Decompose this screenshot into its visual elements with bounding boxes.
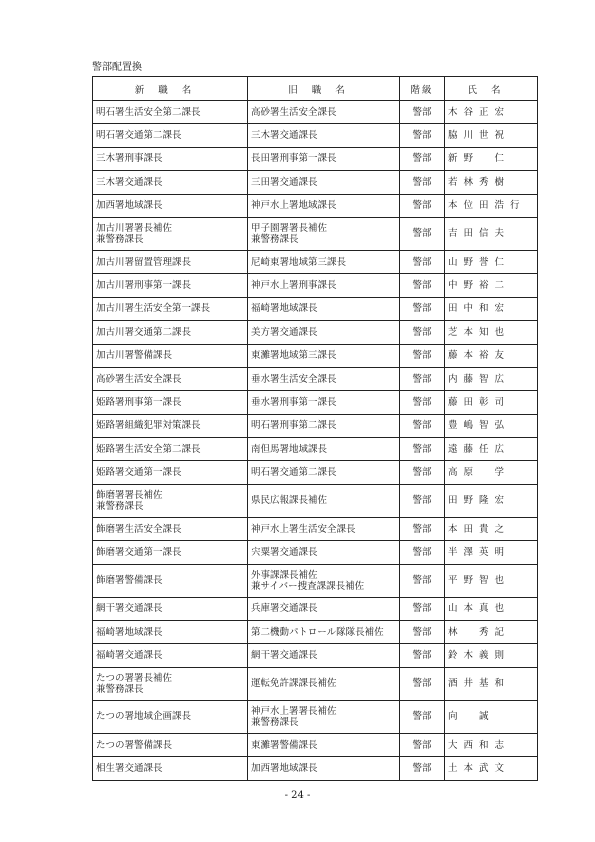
rank-cell: 警部 [400, 564, 445, 597]
name-cell: 本田貴之 [445, 517, 538, 540]
table-row [93, 344, 538, 367]
new-post-cell: 姫路署生活安全第二課長 [93, 438, 248, 461]
table-row [93, 517, 538, 540]
new-post-cell: たつの署署長補佐 兼警務課長 [93, 667, 248, 700]
rank-cell: 警部 [400, 147, 445, 170]
rank-cell: 警部 [400, 597, 445, 620]
old-post-cell: 網干署交通課長 [248, 644, 400, 667]
table-row [93, 700, 538, 733]
old-post-cell: 尼崎東署地域第三課長 [248, 250, 400, 273]
name-cell: 田野隆宏 [445, 484, 538, 517]
table-row [93, 644, 538, 667]
new-post-cell: 高砂署生活安全課長 [93, 367, 248, 390]
table-row [93, 733, 538, 756]
name-cell: 土本武文 [445, 757, 538, 780]
rank-cell: 警部 [400, 541, 445, 564]
table-row [93, 438, 538, 461]
rank-cell: 警部 [400, 700, 445, 733]
old-post-cell: 三田署交通課長 [248, 171, 400, 194]
table-row [93, 171, 538, 194]
name-cell: 内藤智広 [445, 367, 538, 390]
old-post-cell: 東灘署地域第三課長 [248, 344, 400, 367]
table-row [93, 147, 538, 170]
new-post-cell: 飾磨署警備課長 [93, 564, 248, 597]
old-post-cell: 第二機動パトロール隊隊長補佐 [248, 621, 400, 644]
name-cell: 芝本知也 [445, 321, 538, 344]
new-post-cell: 加西署地域課長 [93, 194, 248, 217]
new-post-cell: 福崎署地域課長 [93, 621, 248, 644]
table-row [93, 321, 538, 344]
rank-cell: 警部 [400, 124, 445, 147]
new-post-cell: 網干署交通課長 [93, 597, 248, 620]
new-post-cell: 加古川署警備課長 [93, 344, 248, 367]
rank-cell: 警部 [400, 321, 445, 344]
old-post-cell: 明石署刑事第二課長 [248, 414, 400, 437]
old-post-cell: 県民広報課長補佐 [248, 484, 400, 517]
name-cell: 鈴木義則 [445, 644, 538, 667]
table-row [93, 667, 538, 700]
old-post-cell: 宍粟署交通課長 [248, 541, 400, 564]
rank-cell: 警部 [400, 297, 445, 320]
new-post-cell: 明石署交通第二課長 [93, 124, 248, 147]
new-post-cell: 加古川署留置管理課長 [93, 250, 248, 273]
old-post-cell: 明石署交通第二課長 [248, 461, 400, 484]
rank-cell: 警部 [400, 367, 445, 390]
table-row [93, 250, 538, 273]
old-post-cell: 長田署刑事第一課長 [248, 147, 400, 170]
header-name: 氏名 [445, 77, 538, 101]
rank-cell: 警部 [400, 644, 445, 667]
table-header-row [93, 77, 538, 101]
page-number: - 24 - [284, 790, 311, 801]
old-post-cell: 外事課課長補佐 兼サイバー捜査課課長補佐 [248, 564, 400, 597]
table-row [93, 101, 538, 124]
new-post-cell: たつの署地域企画課長 [93, 700, 248, 733]
rank-cell: 警部 [400, 757, 445, 780]
new-post-cell: 福崎署交通課長 [93, 644, 248, 667]
table-row [93, 367, 538, 390]
name-cell: 藤田彰司 [445, 391, 538, 414]
name-cell: 若林秀樹 [445, 171, 538, 194]
old-post-cell: 南但馬署地域課長 [248, 438, 400, 461]
personnel-table [92, 76, 538, 781]
old-post-cell: 神戸水上署刑事課長 [248, 274, 400, 297]
rank-cell: 警部 [400, 438, 445, 461]
old-post-cell: 神戸水上署生活安全課長 [248, 517, 400, 540]
rank-cell: 警部 [400, 194, 445, 217]
new-post-cell: 明石署生活安全第二課長 [93, 101, 248, 124]
table-row [93, 597, 538, 620]
name-cell: 高原 学 [445, 461, 538, 484]
name-cell: 中野裕二 [445, 274, 538, 297]
old-post-cell: 三木署交通課長 [248, 124, 400, 147]
header-old-post: 旧職名 [248, 77, 400, 101]
name-cell: 田中和宏 [445, 297, 538, 320]
table-row [93, 194, 538, 217]
table-row [93, 124, 538, 147]
rank-cell: 警部 [400, 391, 445, 414]
header-new-post: 新職名 [93, 77, 248, 101]
new-post-cell: 姫路署組織犯罪対策課長 [93, 414, 248, 437]
rank-cell: 警部 [400, 274, 445, 297]
new-post-cell: 加古川署刑事第一課長 [93, 274, 248, 297]
table-row [93, 217, 538, 250]
new-post-cell: 姫路署刑事第一課長 [93, 391, 248, 414]
name-cell: 山野誉仁 [445, 250, 538, 273]
new-post-cell: 飾磨署交通第一課長 [93, 541, 248, 564]
table-row [93, 621, 538, 644]
name-cell: 新野 仁 [445, 147, 538, 170]
name-cell: 豊嶋智弘 [445, 414, 538, 437]
old-post-cell: 高砂署生活安全課長 [248, 101, 400, 124]
rank-cell: 警部 [400, 101, 445, 124]
old-post-cell: 神戸水上署署長補佐 兼警務課長 [248, 700, 400, 733]
name-cell: 遠藤任広 [445, 438, 538, 461]
name-cell: 藤本裕友 [445, 344, 538, 367]
rank-cell: 警部 [400, 621, 445, 644]
name-cell: 林 秀記 [445, 621, 538, 644]
rank-cell: 警部 [400, 414, 445, 437]
name-cell: 木谷正宏 [445, 101, 538, 124]
old-post-cell: 垂水署刑事第一課長 [248, 391, 400, 414]
new-post-cell: 加古川署生活安全第一課長 [93, 297, 248, 320]
new-post-cell: 加古川署交通第二課長 [93, 321, 248, 344]
old-post-cell: 垂水署生活安全課長 [248, 367, 400, 390]
name-cell: 大西和志 [445, 733, 538, 756]
rank-cell: 警部 [400, 667, 445, 700]
rank-cell: 警部 [400, 517, 445, 540]
new-post-cell: 三木署刑事課長 [93, 147, 248, 170]
old-post-cell: 甲子園署署長補佐 兼警務課長 [248, 217, 400, 250]
rank-cell: 警部 [400, 344, 445, 367]
table-row [93, 414, 538, 437]
table-row [93, 541, 538, 564]
old-post-cell: 加西署地域課長 [248, 757, 400, 780]
name-cell: 山本真也 [445, 597, 538, 620]
rank-cell: 警部 [400, 733, 445, 756]
name-cell: 吉田信夫 [445, 217, 538, 250]
table-row [93, 391, 538, 414]
new-post-cell: 飾磨署生活安全課長 [93, 517, 248, 540]
table-row [93, 274, 538, 297]
name-cell: 向 誠 [445, 700, 538, 733]
old-post-cell: 神戸水上署地域課長 [248, 194, 400, 217]
old-post-cell: 東灘署警備課長 [248, 733, 400, 756]
old-post-cell: 兵庫署交通課長 [248, 597, 400, 620]
table-row [93, 297, 538, 320]
new-post-cell: 姫路署交通第一課長 [93, 461, 248, 484]
rank-cell: 警部 [400, 217, 445, 250]
new-post-cell: 飾磨署署長補佐 兼警務課長 [93, 484, 248, 517]
table-row [93, 484, 538, 517]
rank-cell: 警部 [400, 250, 445, 273]
name-cell: 半澤英明 [445, 541, 538, 564]
name-cell: 本位田浩行 [445, 194, 538, 217]
name-cell: 脇川世祝 [445, 124, 538, 147]
rank-cell: 警部 [400, 171, 445, 194]
table-row [93, 757, 538, 780]
table-row [93, 564, 538, 597]
rank-cell: 警部 [400, 484, 445, 517]
new-post-cell: たつの署警備課長 [93, 733, 248, 756]
table-row [93, 461, 538, 484]
old-post-cell: 運転免許課課長補佐 [248, 667, 400, 700]
header-rank: 階級 [400, 77, 445, 101]
old-post-cell: 美方署交通課長 [248, 321, 400, 344]
rank-cell: 警部 [400, 461, 445, 484]
new-post-cell: 三木署交通課長 [93, 171, 248, 194]
new-post-cell: 加古川署署長補佐 兼警務課長 [93, 217, 248, 250]
name-cell: 平野智也 [445, 564, 538, 597]
name-cell: 酒井基和 [445, 667, 538, 700]
document-caption: 警部配置換 [92, 62, 142, 73]
new-post-cell: 相生署交通課長 [93, 757, 248, 780]
old-post-cell: 福崎署地域課長 [248, 297, 400, 320]
